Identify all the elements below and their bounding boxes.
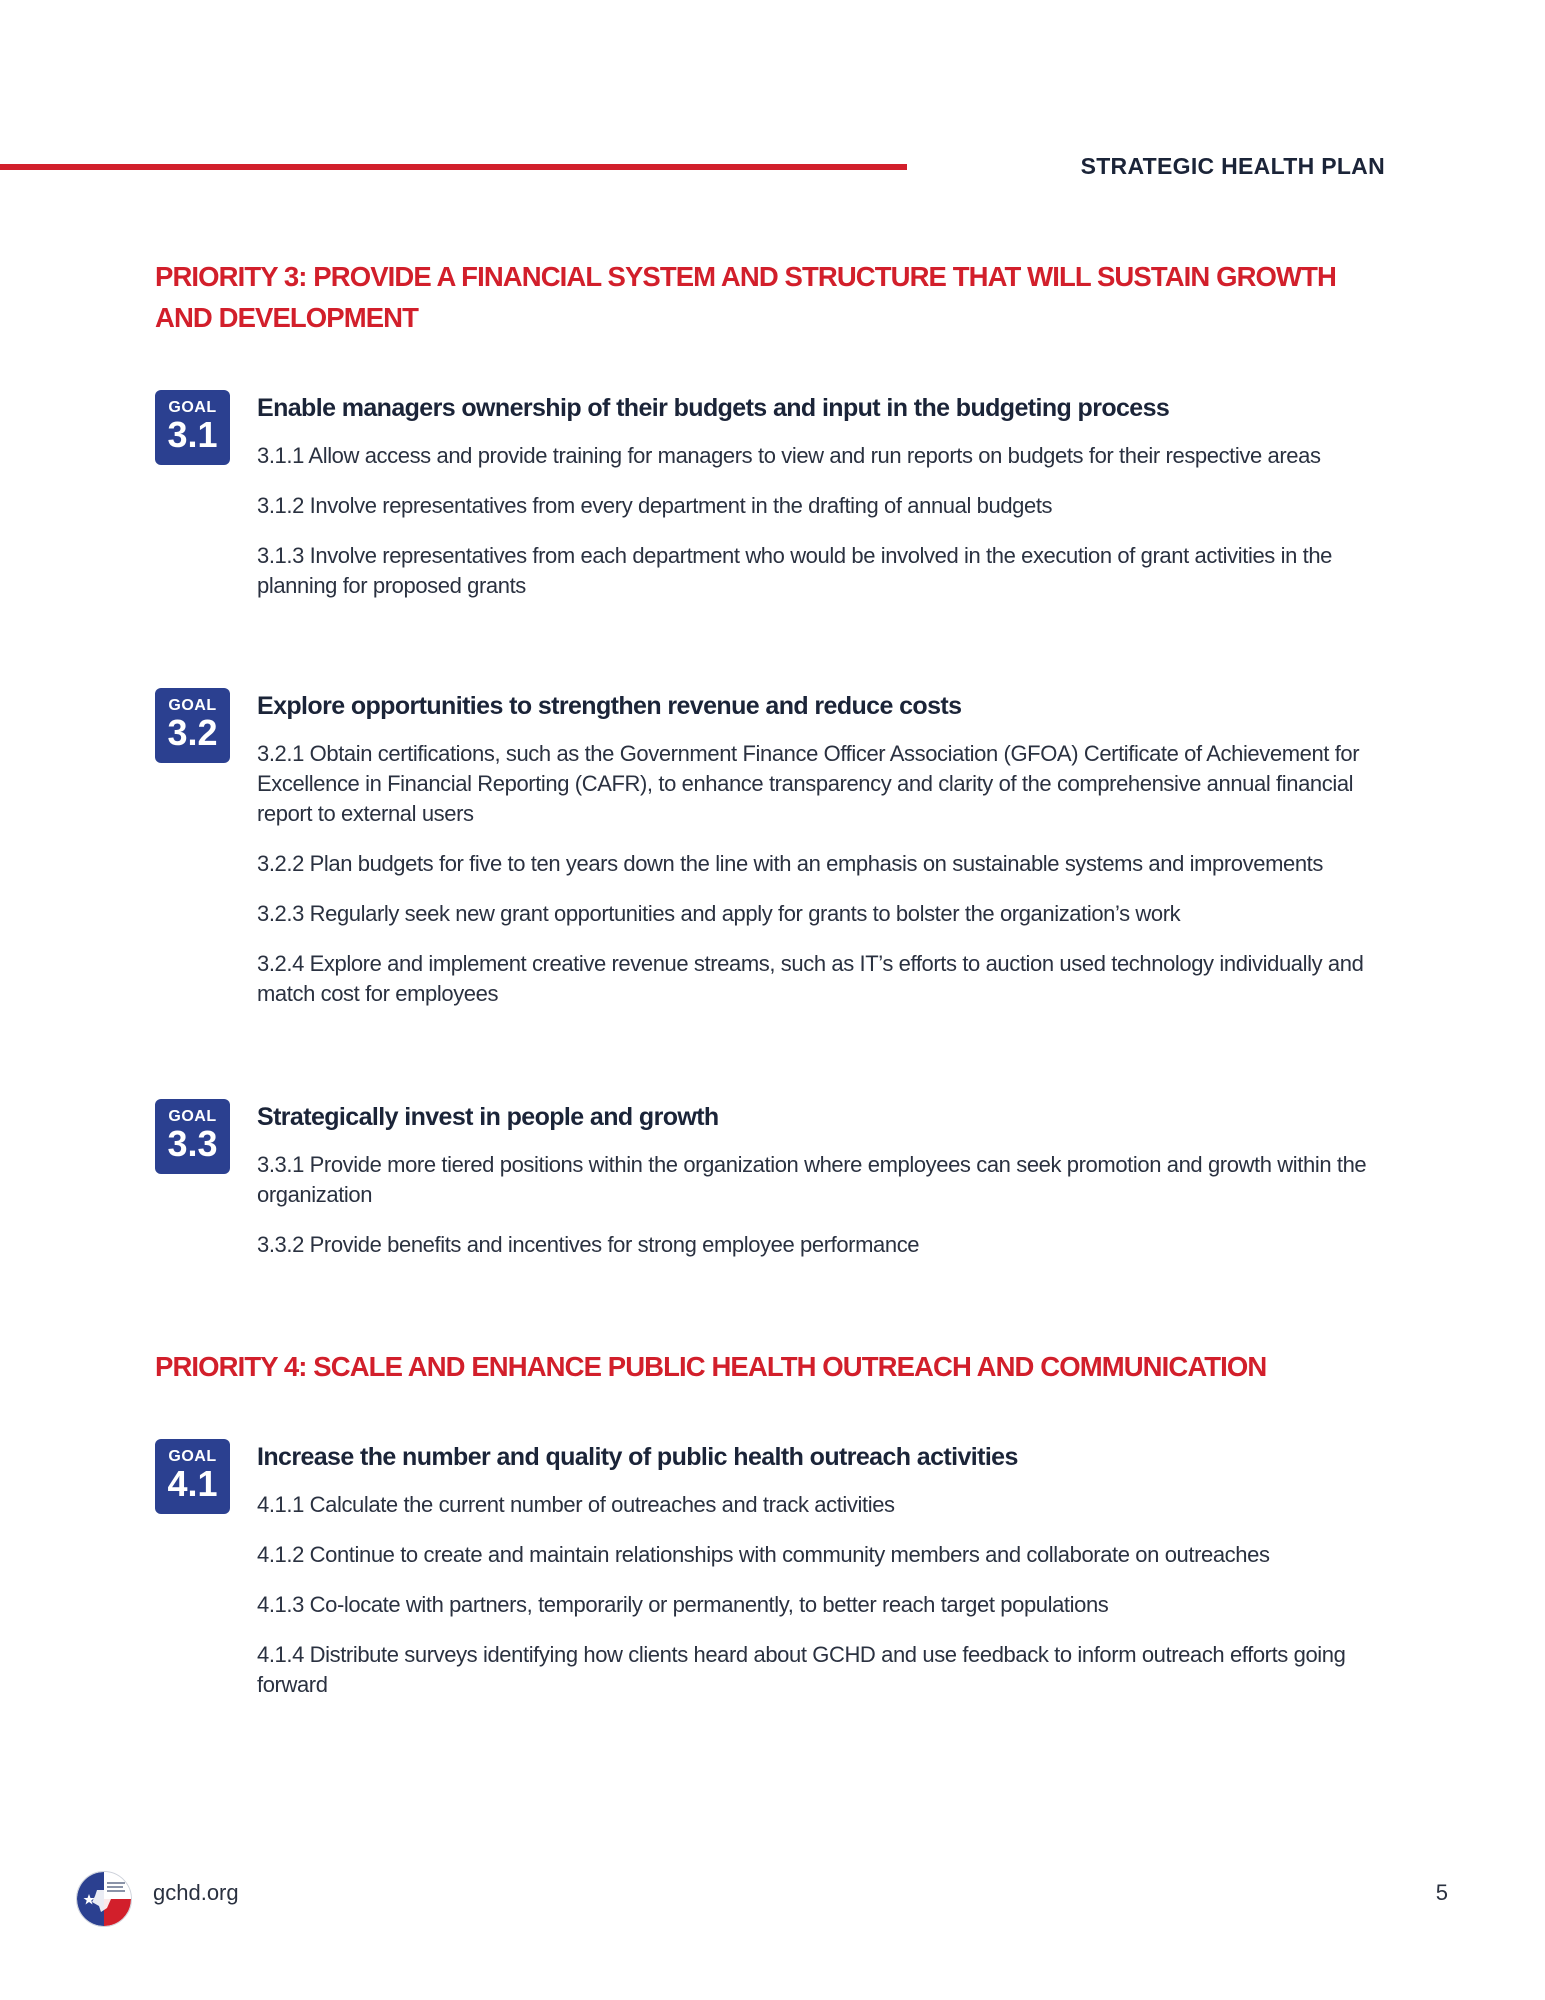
goal-3-3	[155, 1099, 1395, 1280]
goal-badge	[155, 390, 230, 465]
header-rule	[0, 164, 907, 170]
goal-badge-label: GOAL	[168, 399, 217, 416]
goal-3-2	[155, 688, 1395, 1029]
goal-badge-label: GOAL	[168, 1448, 217, 1465]
goal-badge-number: 3.1	[167, 414, 218, 455]
action-item: 3.2.2 Plan budgets for five to ten years down the line with an emphasis on sustainable systems and improvements	[257, 851, 1323, 876]
action-item: 4.1.1 Calculate the current number of outreaches and track activities	[257, 1492, 895, 1517]
action-item: 3.2.4 Explore and implement creative revenue streams, such as IT’s efforts to auction used technology individually and match cost for employees	[257, 951, 1364, 1006]
action-item: 3.1.1 Allow access and provide training for managers to view and run reports on budgets for their respective areas	[257, 443, 1321, 468]
goal-badge-number: 4.1	[167, 1463, 218, 1504]
goal-badge	[155, 1439, 230, 1514]
priority-4-title: PRIORITY 4: SCALE AND ENHANCE PUBLIC HEALTH OUTREACH AND COMMUNICATION	[155, 1351, 1267, 1382]
action-item: 3.2.1 Obtain certifications, such as the Government Finance Officer Association (GFOA) Certificate of Achievement for Excellence in Financial Reporting (CAFR), to enhance transparency and clarity of the comprehensive annual financial report to external users	[257, 741, 1360, 826]
goal-4-1	[155, 1439, 1395, 1720]
action-item: 4.1.2 Continue to create and maintain relationships with community members and collaborate on outreaches	[257, 1542, 1270, 1567]
goal-title: Strategically invest in people and growth	[257, 1103, 719, 1131]
action-item: 3.1.2 Involve representatives from every department in the drafting of annual budgets	[257, 493, 1053, 518]
action-item: 3.1.3 Involve representatives from each department who would be involved in the execution of grant activities in the planning for proposed grants	[257, 543, 1333, 598]
priority-3-title: PRIORITY 3: PROVIDE A FINANCIAL SYSTEM AND STRUCTURE THAT WILL SUSTAIN GROWTH AND DEVELOPMENT	[155, 261, 1336, 333]
action-item: 4.1.3 Co-locate with partners, temporarily or permanently, to better reach target populations	[257, 1592, 1109, 1617]
footer-url[interactable]: gchd.org	[153, 1880, 239, 1905]
action-item: 3.3.1 Provide more tiered positions within the organization where employees can seek promotion and growth within the organization	[257, 1152, 1367, 1207]
goal-badge-label: GOAL	[168, 697, 217, 714]
goal-badge-label: GOAL	[168, 1108, 217, 1125]
action-item: 3.2.3 Regularly seek new grant opportunities and apply for grants to bolster the organization’s work	[257, 901, 1181, 926]
goal-title: Increase the number and quality of public health outreach activities	[257, 1443, 1018, 1471]
goal-badge	[155, 1099, 230, 1174]
action-item: 4.1.4 Distribute surveys identifying how clients heard about GCHD and use feedback to inform outreach efforts going forward	[257, 1642, 1346, 1697]
goal-badge	[155, 688, 230, 763]
page-number: 5	[1435, 1880, 1448, 1905]
goal-title: Enable managers ownership of their budgets and input in the budgeting process	[257, 394, 1170, 422]
goal-badge-number: 3.3	[167, 1123, 218, 1164]
goal-badge-number: 3.2	[167, 712, 218, 753]
goal-3-1	[155, 390, 1395, 621]
goal-title: Explore opportunities to strengthen revenue and reduce costs	[257, 692, 962, 720]
header-title: STRATEGIC HEALTH PLAN	[1080, 153, 1385, 179]
gchd-seal-icon	[76, 1871, 132, 1927]
action-item: 3.3.2 Provide benefits and incentives for strong employee performance	[257, 1232, 920, 1257]
